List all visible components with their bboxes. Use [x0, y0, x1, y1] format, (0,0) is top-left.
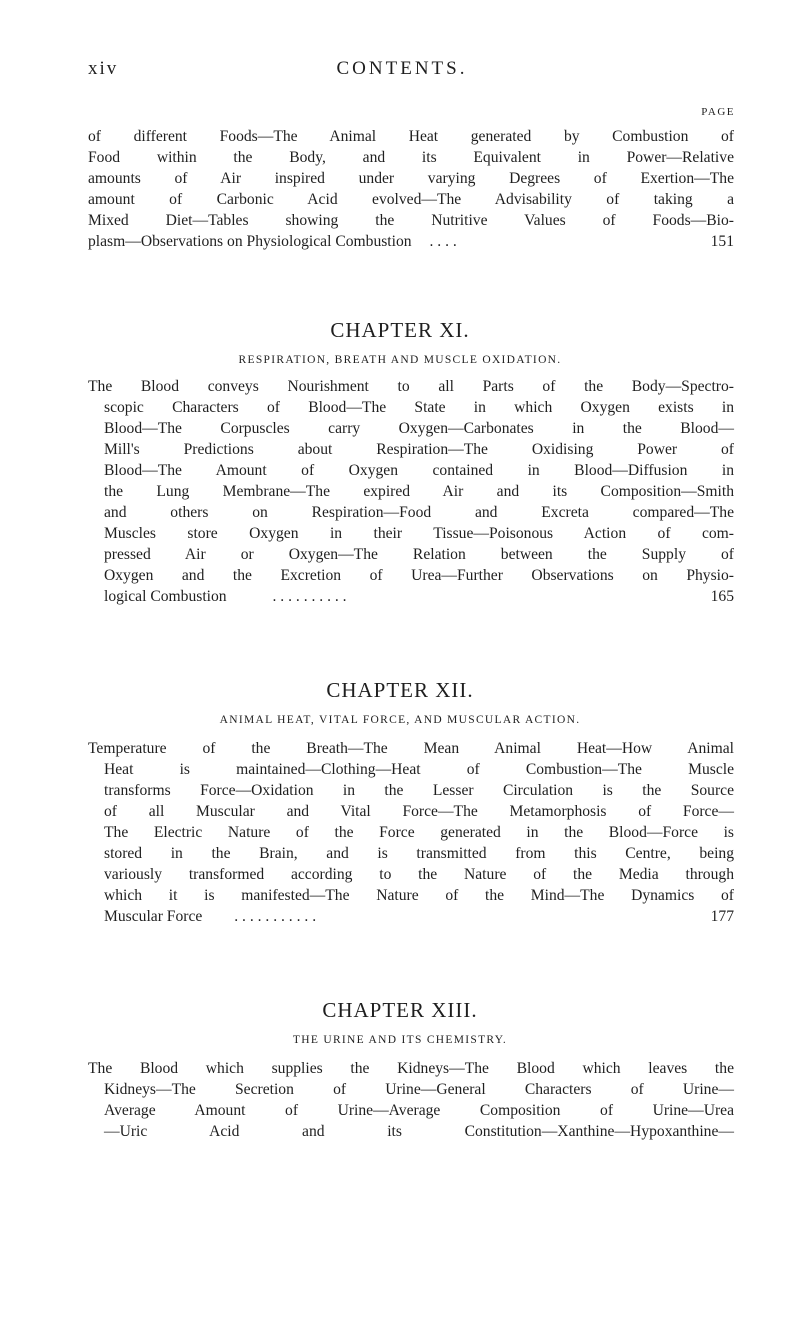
entry-line: pressed Air or Oxygen—The Relation between the Supply of [104, 546, 734, 563]
entry-line: The Electric Nature of the Force generated in the Blood—Force is [104, 824, 734, 841]
entry-line: of different Foods—The Animal Heat generated by Combustion of [88, 128, 734, 145]
chapter-subtitle: RESPIRATION, BREATH AND MUSCLE OXIDATION. [238, 354, 562, 366]
entry-line: Oxygen and the Excretion of Urea—Further Observations on Physio- [104, 567, 734, 584]
entry-line: Blood—The Amount of Oxygen contained in Blood—Diffusion in [104, 462, 734, 479]
entry-line: Mixed Diet—Tables showing the Nutritive Values of Foods—Bio- [88, 212, 734, 229]
page-number: 177 [710, 908, 734, 925]
entry-last-line [88, 231, 734, 252]
page-column-label: PAGE [701, 106, 735, 118]
chapter-subtitle: THE URINE AND ITS CHEMISTRY. [292, 1034, 508, 1046]
entry-line: amounts of Air inspired under varying Degrees of Exertion—The [88, 170, 734, 187]
entry-line: Average Amount of Urine—Average Composition of Urine—Urea [104, 1102, 734, 1119]
entry-line: of all Muscular and Vital Force—The Metamorphosis of Force— [104, 803, 734, 820]
chapter-heading: CHAPTER XII. [326, 678, 474, 702]
entry-line: and others on Respiration—Food and Excreta compared—The [104, 504, 734, 521]
entry-line: Temperature of the Breath—The Mean Animal Heat—How Animal [88, 740, 734, 757]
entry-line: the Lung Membrane—The expired Air and its Composition—Smith [104, 483, 734, 500]
entry-line: Heat is maintained—Clothing—Heat of Combustion—The Muscle [104, 761, 734, 778]
running-title: CONTENTS. [336, 58, 468, 79]
entry-line: Mill's Predictions about Respiration—The Oxidising Power of [104, 441, 734, 458]
entry-last-line [88, 906, 734, 927]
page-number: 165 [710, 588, 734, 605]
entry-line: amount of Carbonic Acid evolved—The Advisability of taking a [88, 191, 734, 208]
entry-line: Muscular Force [104, 908, 203, 925]
chapter-xi-entry [88, 376, 734, 607]
dot-leader: . . . . . . . . . . [272, 588, 347, 605]
entry-line: plasm—Observations on Physiological Combustion [88, 233, 412, 250]
chapter-xiii-entry [88, 1058, 734, 1142]
chapter-subtitle: ANIMAL HEAT, VITAL FORCE, AND MUSCULAR ACTION. [219, 714, 581, 726]
page-folio: xiv [88, 58, 119, 79]
entry-line: scopic Characters of Blood—The State in which Oxygen exists in [104, 399, 734, 416]
page-number: 151 [710, 233, 734, 250]
chapter-heading: CHAPTER XIII. [322, 998, 478, 1022]
dot-leader: . . . . [429, 233, 457, 250]
running-head [88, 58, 716, 84]
entry-line: Food within the Body, and its Equivalent in Power—Relative [88, 149, 734, 166]
entry-line: stored in the Brain, and is transmitted from this Centre, being [104, 845, 734, 862]
entry-line: Blood—The Corpuscles carry Oxygen—Carbonates in the Blood— [104, 420, 734, 437]
chapter-heading: CHAPTER XI. [330, 318, 470, 342]
entry-line: which it is manifested—The Nature of the Mind—The Dynamics of [104, 887, 734, 904]
chapter-xii-entry [88, 738, 734, 927]
entry-line: —Uric Acid and its Constitution—Xanthine—Hypoxanthine— [104, 1123, 734, 1140]
entry-line: The Blood conveys Nourishment to all Parts of the Body—Spectro- [88, 378, 734, 395]
chapter-x-entry [88, 126, 734, 252]
entry-line: Kidneys—The Secretion of Urine—General Characters of Urine— [104, 1081, 734, 1098]
entry-line: The Blood which supplies the Kidneys—The Blood which leaves the [88, 1060, 734, 1077]
entry-last-line [88, 586, 734, 607]
entry-line: variously transformed according to the Nature of the Media through [104, 866, 734, 883]
entry-line: logical Combustion [104, 588, 227, 605]
entry-line: Muscles store Oxygen in their Tissue—Poisonous Action of com- [104, 525, 734, 542]
dot-leader: . . . . . . . . . . . [234, 908, 317, 925]
entry-line: transforms Force—Oxidation in the Lesser Circulation is the Source [104, 782, 734, 799]
